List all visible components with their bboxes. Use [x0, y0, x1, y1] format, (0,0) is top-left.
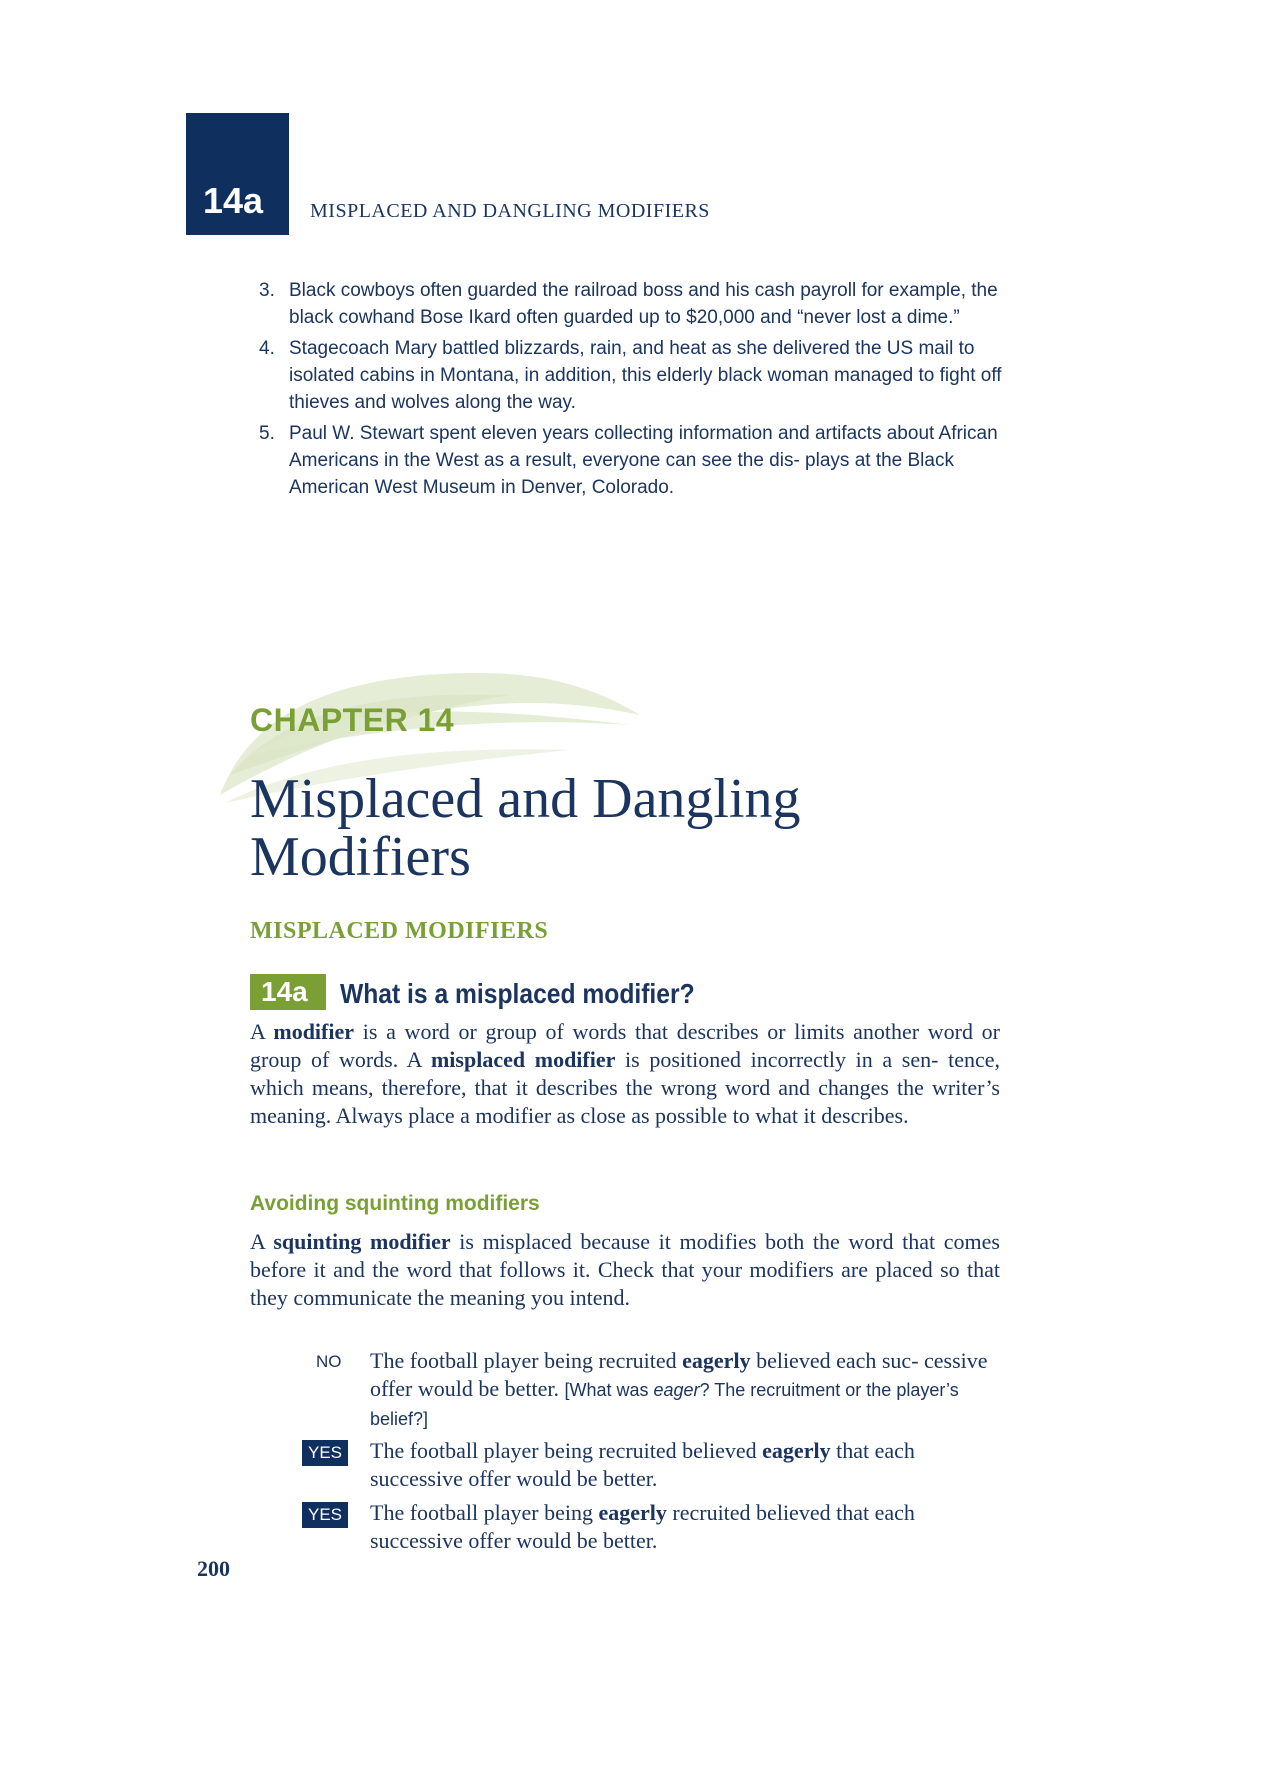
text-run: is a word or group of words that describes or limits another word or group of words. A	[250, 1019, 1000, 1072]
note-run: [What was	[564, 1380, 654, 1400]
section-badge-label: 14a	[261, 976, 308, 1007]
section-title: What is a misplaced modifier?	[340, 978, 695, 1009]
term-squinting-modifier: squinting modifier	[273, 1229, 451, 1254]
squinting-paragraph	[250, 1228, 1000, 1312]
yes-label: YES	[302, 1440, 348, 1466]
list-item	[255, 420, 1015, 501]
intro-paragraph	[250, 1018, 1000, 1130]
term-misplaced-modifier: misplaced modifier	[430, 1047, 616, 1072]
chapter-title-line2: Modifiers	[250, 826, 471, 888]
item-text: Stagecoach Mary battled blizzards, rain, and heat as she delivered the US mail to isolated cabins in Montana, in addition, this elderly black woman managed to fight off thieves and wolves along the way.	[289, 338, 1002, 413]
list-item	[255, 277, 1015, 331]
text-run: is positioned incorrectly in a sen- tence, which means, therefore, that it describes the wrong word and changes the writer’s meaning. Always place a modifier as close as possible to what it describes.	[250, 1047, 1000, 1128]
text-run: is misplaced because it modifies both the word that comes before it and the word that follows it. Check that your modifiers are placed so that they communicate the meaning you intend.	[250, 1229, 1000, 1310]
page-number: 200	[197, 1556, 230, 1581]
item-text: Paul W. Stewart spent eleven years collecting information and artifacts about African Americans in the West as a result, everyone can see the dis- plays at the Black American West Museum in Denver, Colorado.	[289, 423, 998, 498]
term-modifier: modifier	[273, 1019, 355, 1044]
chapter-title-line1: Misplaced and Dangling	[250, 768, 801, 830]
section-heading: MISPLACED MODIFIERS	[250, 918, 549, 944]
example-no	[370, 1347, 1000, 1433]
item-text: Black cowboys often guarded the railroad boss and his cash payroll for example, the black cowhand Bose Ikard often guarded up to $20,000 and “never lost a dime.”	[289, 280, 998, 328]
text-run: recruited believed that each successive offer would be better.	[370, 1500, 915, 1553]
chapter-label: CHAPTER 14	[250, 702, 455, 738]
item-number: 5.	[259, 423, 275, 444]
no-label: NO	[316, 1352, 342, 1371]
running-head-title: MISPLACED AND DANGLING MODIFIERS	[310, 200, 710, 222]
note-italic: eager	[653, 1380, 700, 1400]
item-number: 4.	[259, 338, 275, 359]
list-item	[255, 335, 1015, 416]
item-number: 3.	[259, 280, 275, 301]
example-yes-2	[370, 1499, 1000, 1555]
section-tab-label: 14a	[203, 180, 264, 221]
chapter-title	[250, 770, 1050, 886]
subheading: Avoiding squinting modifiers	[250, 1192, 540, 1215]
text-run: The football player being recruited believed	[370, 1438, 763, 1463]
emphasis-word: eagerly	[598, 1500, 667, 1525]
yes-label: YES	[302, 1502, 348, 1528]
emphasis-word: eagerly	[762, 1438, 831, 1463]
exercise-list	[255, 277, 1015, 505]
text-run: believed each suc- cessive offer would be better.	[370, 1348, 988, 1401]
example-yes-1	[370, 1437, 1000, 1493]
text-run: A	[250, 1019, 274, 1044]
text-run: The football player being	[370, 1500, 599, 1525]
text-run: The football player being recruited	[370, 1348, 683, 1373]
text-run: that each successive offer would be better.	[370, 1438, 915, 1491]
text-run: A	[250, 1229, 274, 1254]
note-run: ? The recruitment or the player’s belief?]	[370, 1380, 959, 1429]
emphasis-word: eagerly	[682, 1348, 751, 1373]
